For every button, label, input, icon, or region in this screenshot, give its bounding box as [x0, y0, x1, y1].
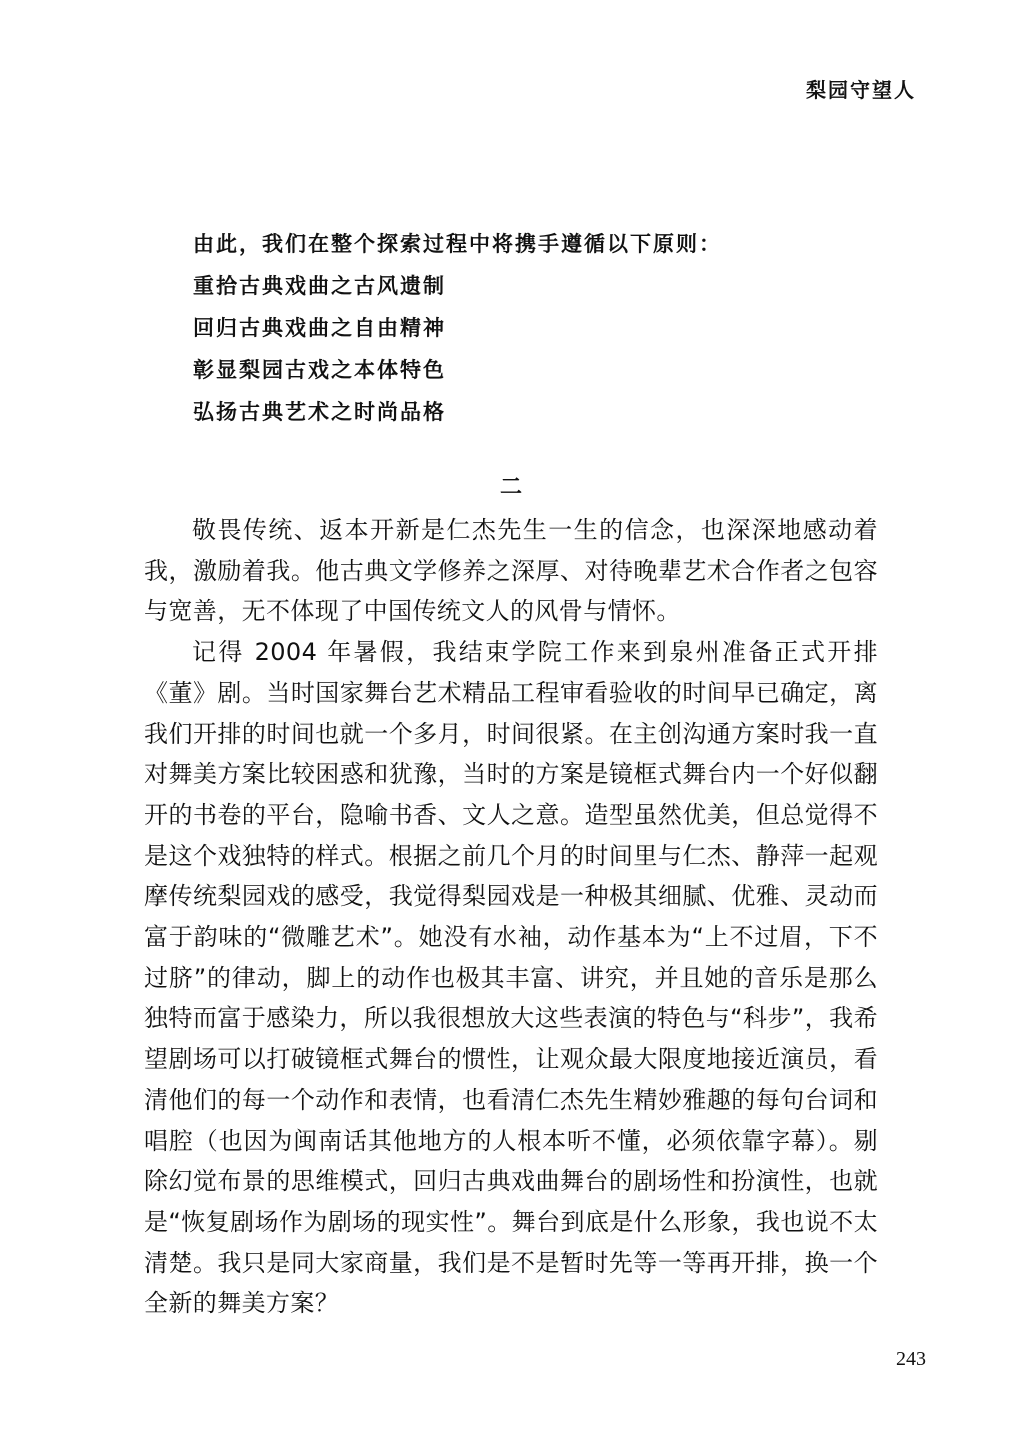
principle-item: 弘扬古典艺术之时尚品格 [193, 400, 446, 424]
section-number: 二 [499, 475, 522, 500]
principle-item: 彰显梨园古戏之本体特色 [193, 358, 446, 382]
principles-block [193, 228, 833, 438]
page-number: 243 [896, 1348, 926, 1370]
principles-intro: 由此，我们在整个探索过程中将携手遵循以下原则： [193, 232, 722, 256]
body-text [144, 510, 878, 1324]
principle-item: 重拾古典戏曲之古风遗制 [193, 274, 446, 298]
running-header: 梨园守望人 [806, 78, 916, 102]
paragraph: 敬畏传统、返本开新是仁杰先生一生的信念，也深深地感动着我，激励着我。他古典文学修养之深厚、对待晚辈艺术合作者之包容与宽善，无不体现了中国传统文人的风骨与情怀。 [144, 516, 878, 626]
principle-item: 回归古典戏曲之自由精神 [193, 316, 446, 340]
paragraph: 记得 2004 年暑假，我结束学院工作来到泉州准备正式开排《董》剧。当时国家舞台艺术精品工程审看验收的时间早已确定，离我们开排的时间也就一个多月，时间很紧。在主创沟通方案时我一直对舞美方案比较困惑和犹豫，当时的方案是镜框式舞台内一个好似翻开的书卷的平台，隐喻书香、文人之意。造型虽然优美，但总觉得不是这个戏独特的样式。根据之前几个月的时间里与仁杰、静萍一起观摩传统梨园戏的感受，我觉得梨园戏是一种极其细腻、优雅、灵动而富于韵味的“微雕艺术”。她没有水袖，动作基本为“上不过眉，下不过脐”的律动，脚上的动作也极其丰富、讲究，并且她的音乐是那么独特而富于感染力，所以我很想放大这些表演的特色与“科步”，我希望剧场可以打破镜框式舞台的惯性，让观众最大限度地接近演员，看清他们的每一个动作和表情，也看清仁杰先生精妙雅趣的每句台词和唱腔（也因为闽南话其他地方的人根本听不懂，必须依靠字幕）。剔除幻觉布景的思维模式，回归古典戏曲舞台的剧场性和扮演性，也就是“恢复剧场作为剧场的现实性”。舞台到底是什么形象，我也说不太清楚。我只是同大家商量，我们是不是暂时先等一等再开排，换一个全新的舞美方案？ [144, 638, 878, 1318]
